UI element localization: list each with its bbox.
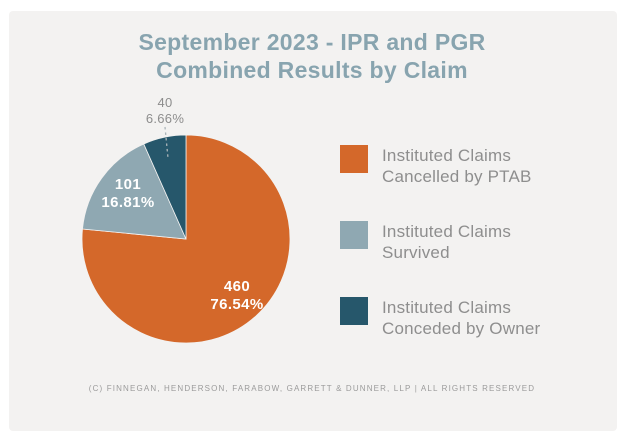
legend-swatch-survived bbox=[340, 221, 368, 249]
chart-title-line2: Combined Results by Claim bbox=[156, 56, 468, 83]
legend-item-conceded bbox=[340, 297, 540, 339]
slice-label-survived bbox=[66, 176, 190, 213]
legend-label-survived-line1: Instituted Claims bbox=[382, 222, 512, 242]
legend-item-survived bbox=[340, 221, 540, 263]
legend-label-cancelled bbox=[382, 145, 532, 187]
slice-label-conceded bbox=[103, 95, 227, 127]
slice-value-cancelled: 460 bbox=[223, 278, 251, 295]
legend-label-survived bbox=[382, 221, 511, 263]
legend-label-conceded bbox=[382, 297, 540, 339]
chart-title-line1: September 2023 - IPR and PGR bbox=[138, 29, 486, 55]
legend-label-survived-line2: Survived bbox=[382, 243, 450, 263]
legend bbox=[340, 145, 540, 339]
slice-percent-conceded: 6.66% bbox=[145, 110, 185, 126]
slice-percent-cancelled: 76.54% bbox=[210, 296, 264, 314]
slice-percent-survived: 16.81% bbox=[101, 194, 155, 212]
slice-label-cancelled bbox=[175, 278, 299, 315]
legend-label-cancelled-line2: Cancelled by PTAB bbox=[382, 167, 532, 187]
legend-item-cancelled bbox=[340, 145, 540, 187]
legend-label-conceded-line2: Conceded by Owner bbox=[382, 319, 541, 339]
copyright-footer: (C) FINNEGAN, HENDERSON, FARABOW, GARRETT & DUNNER, LLP | ALL RIGHTS RESERVED bbox=[88, 384, 536, 393]
slice-value-conceded: 40 bbox=[157, 95, 173, 110]
slice-value-survived: 101 bbox=[114, 176, 142, 193]
legend-swatch-conceded bbox=[340, 297, 368, 325]
legend-label-conceded-line1: Instituted Claims bbox=[382, 298, 512, 318]
legend-label-cancelled-line1: Instituted Claims bbox=[382, 146, 512, 165]
legend-swatch-cancelled bbox=[340, 145, 368, 173]
